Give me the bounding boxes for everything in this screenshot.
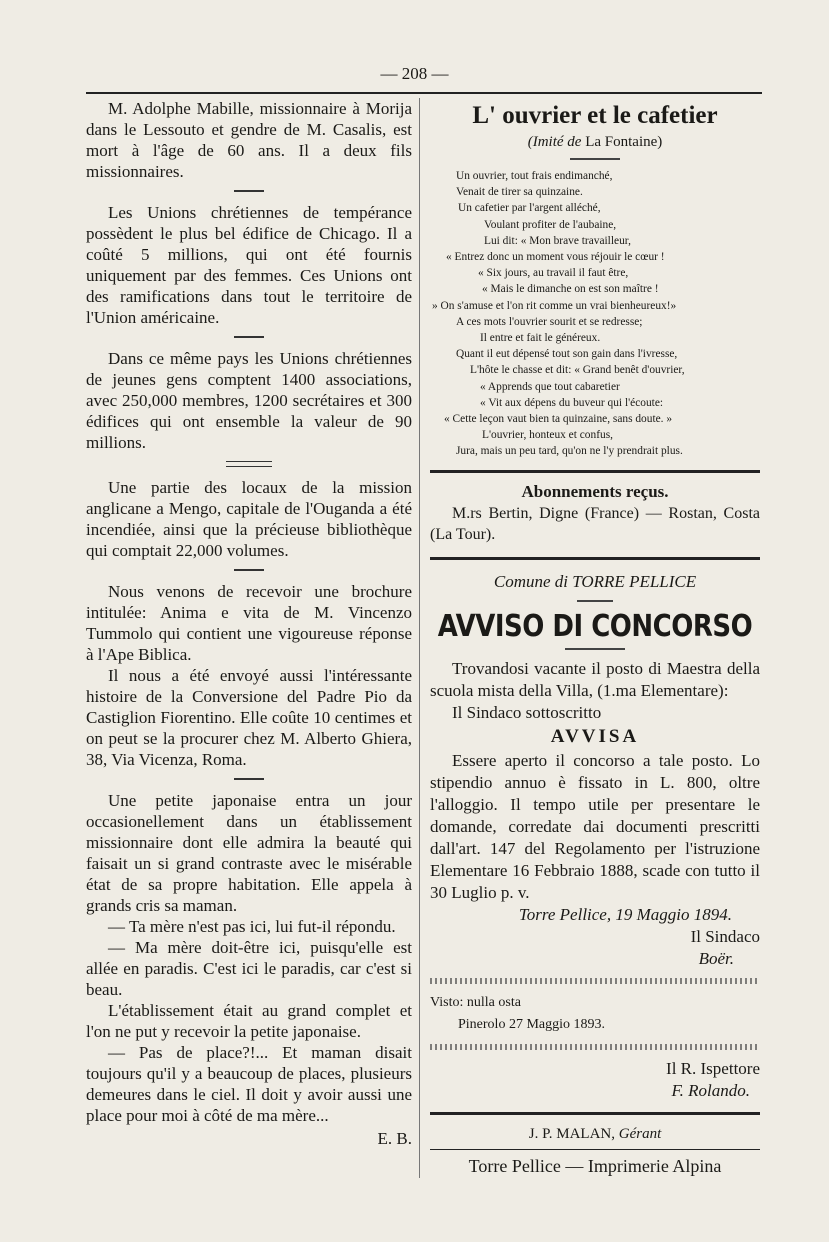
footer-rule xyxy=(430,1149,760,1150)
news-paragraph-4: Une partie des locaux de la mission anglicane a Mengo, capitale de l'Ouganda a été incendiée, ainsi que la précieuse bibliothèque qui comptait 22,000 volumes. xyxy=(86,478,412,560)
news-paragraph-5: Nous venons de recevoir une brochure intitulée: Anima e vita de M. Vincenzo Tummolo qui contient une vigoureuse réponse à l'Ape Biblica. xyxy=(86,582,412,664)
poem-line: « Mais le dimanche on est son maître ! xyxy=(482,283,659,296)
separator xyxy=(234,569,264,571)
poem-line: Venait de tirer sa quinzaine. xyxy=(456,186,583,199)
poem-line: « Vit aux dépens du buveur qui l'écoute: xyxy=(480,396,664,409)
top-rule xyxy=(86,92,762,94)
poem-line: Jura, mais un peu tard, qu'on ne l'y prendrait plus. xyxy=(456,445,683,458)
signature: E. B. xyxy=(377,1129,412,1148)
poem-line: « Six jours, au travail il faut être, xyxy=(478,267,629,280)
avviso-paragraph-2: Il Sindaco sottoscritto xyxy=(452,702,602,722)
ornament xyxy=(565,648,625,650)
story-paragraph-1: Une petite japonaise entra un jour occasionellement dans un établissement missionnaire dont elle admira la beauté qui faisait un si grand contraste avec le misérable état de sa propre habitation. Elle appela à grands cris sa maman. xyxy=(86,791,412,915)
left-column xyxy=(86,98,412,1149)
poem-subtitle-rest: La Fontaine) xyxy=(585,134,663,150)
sindaco-name: Boër. xyxy=(698,948,734,968)
avviso-title: AVVISO DI CONCORSO xyxy=(437,609,753,644)
ornament xyxy=(577,600,613,602)
poem-line: « Apprends que tout cabaretier xyxy=(480,380,620,393)
ispettore-label: Il R. Ispettore xyxy=(666,1058,760,1078)
abonnements-title: Abonnements reçus. xyxy=(521,481,669,501)
section-rule xyxy=(430,557,760,560)
poem-subtitle xyxy=(430,132,760,152)
poem-line: « Cette leçon vaut bien ta quinzaine, sans doute. » xyxy=(444,413,673,426)
gerant-title: Gérant xyxy=(618,1125,662,1142)
poem-subtitle-italic: (Imité de xyxy=(527,134,582,150)
poem-body xyxy=(430,168,760,460)
poem-title: L' ouvrier et le cafetier xyxy=(472,102,718,129)
avvisa-heading: AVVISA xyxy=(550,725,640,747)
poem-line: Il entre et fait le généreux. xyxy=(480,332,601,345)
visto-date: Pinerolo 27 Maggio 1893. xyxy=(458,1016,605,1032)
news-paragraph-6: Il nous a été envoyé aussi l'intéressante histoire de la Conversione del Padre Pio da Castiglion Fiorentino. Elle coûte 10 centimes et on peut se la procurer chez M. Alberto Ghiera, 38, Via Vicenza, Roma. xyxy=(86,666,412,769)
footer-rule xyxy=(430,1112,760,1115)
poem-line: Voulant profiter de l'aubaine, xyxy=(484,218,617,231)
news-paragraph-1: M. Adolphe Mabille, missionnaire à Morija dans le Lessouto et gendre de M. Casalis, est mort à l'âge de 60 ans. Il a deux fils missionnaires. xyxy=(86,99,412,181)
section-rule xyxy=(430,470,760,473)
poem-line: Un cafetier par l'argent alléché, xyxy=(458,202,601,215)
story-paragraph-3: — Ma mère doit-être ici, puisqu'elle est allée en paradis. C'est ici le paradis, car c'est si beau. xyxy=(86,938,412,999)
poem-line: Lui dit: « Mon brave travailleur, xyxy=(484,234,631,247)
ornament xyxy=(570,158,620,160)
poem-line: Un ouvrier, tout frais endimanché, xyxy=(456,170,613,182)
separator-double xyxy=(226,461,272,467)
poem-line: « Entrez donc un moment vous réjouir le cœur ! xyxy=(446,251,665,264)
poem-line: » On s'amuse et l'on rit comme un vrai bienheureux!» xyxy=(432,299,677,312)
gerant-name: J. P. MALAN, xyxy=(528,1125,615,1142)
news-paragraph-3: Dans ce même pays les Unions chrétiennes de jeunes gens comptent 1400 associations, avec 250,000 membres, 1200 secrétaires et 300 édifices qui ont ensemble la valeur de 90 millions. xyxy=(86,349,412,452)
column-divider xyxy=(419,98,420,1178)
abonnements-text: M.rs Bertin, Digne (France) — Rostan, Costa (La Tour). xyxy=(430,504,760,543)
story-paragraph-4: L'établissement était au grand complet et l'on ne put y recevoir la petite japonaise. xyxy=(86,1001,412,1041)
place-date: Torre Pellice, 19 Maggio 1894. xyxy=(518,904,732,924)
right-column xyxy=(430,98,760,1178)
wavy-rule xyxy=(430,1044,760,1050)
poem-line: L'ouvrier, honteux et confus, xyxy=(482,429,613,442)
news-paragraph-2: Les Unions chrétiennes de tempérance possèdent le plus bel édifice de Chicago. Il a coûté 5 millions, qui ont été fournis uniquement par des femmes. Ces Unions ont des ramifications dans tout le territoire de l'Union américaine. xyxy=(86,203,412,327)
poem-line: L'hôte le chasse et dit: « Grand benêt d'ouvrier, xyxy=(470,364,685,377)
separator xyxy=(234,336,264,338)
separator xyxy=(234,778,264,780)
ispettore-name: F. Rolando. xyxy=(671,1080,750,1100)
avviso-paragraph-3: Essere aperto il concorso a tale posto. Lo stipendio annuo è fissato in L. 800, oltre l'alloggio. Il tempo utile per presentare le domande, corredate dai documenti prescritti dall'art. 147 del Regolamento per l'istruzione Elementare 16 Febbraio 1888, scade con tutto il 30 Luglio p. v. xyxy=(430,750,760,902)
separator xyxy=(234,190,264,192)
avviso-body xyxy=(430,658,760,970)
poem-line: Quant il eut dépensé tout son gain dans l'ivresse, xyxy=(456,348,678,361)
avviso-paragraph-1: Trovandosi vacante il posto di Maestra della scuola mista della Villa, (1.ma Elementare): xyxy=(430,658,760,700)
visto-label: Visto: nulla osta xyxy=(430,994,521,1010)
page-number: — 208 — xyxy=(380,64,449,83)
wavy-rule xyxy=(430,978,760,984)
imprimerie: Torre Pellice — Imprimerie Alpina xyxy=(468,1155,722,1176)
story-paragraph-2: — Ta mère n'est pas ici, lui fut-il répondu. xyxy=(108,917,396,936)
gerant-line xyxy=(430,1123,760,1145)
poem-line: A ces mots l'ouvrier sourit et se redresse; xyxy=(456,315,643,328)
story-paragraph-5: — Pas de place?!... Et maman disait toujours qu'il y a beaucoup de places, plusieurs demeures dans le ciel. Il doit y avoir aussi une place pour moi à côté de ma mère... xyxy=(86,1043,412,1125)
sindaco-label: Il Sindaco xyxy=(690,926,760,946)
comune-heading: Comune di TORRE PELLICE xyxy=(493,571,697,591)
